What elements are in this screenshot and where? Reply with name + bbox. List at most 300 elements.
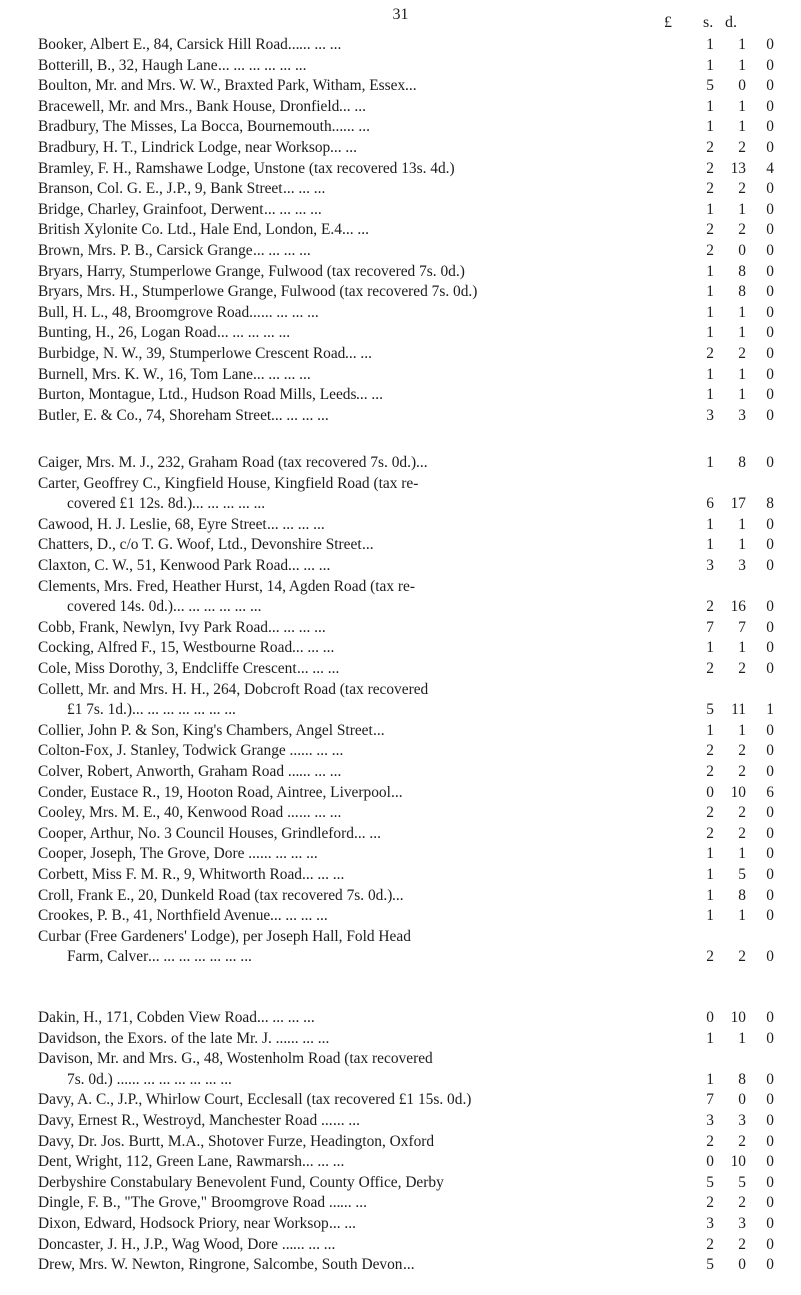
leader-dots: ... ...	[339, 97, 366, 115]
leader-dots: ... ... ... ...	[264, 200, 322, 218]
shillings-amount: 1	[738, 56, 746, 74]
subscriber-name: Colton-Fox, J. Stanley, Todwick Grange ...	[38, 742, 302, 760]
subscriber-name: Davison, Mr. and Mrs. G., 48, Wostenholm Road (tax recovered	[38, 1050, 433, 1068]
pounds-amount: 3	[706, 1112, 714, 1129]
leader-dots: ...	[391, 783, 403, 801]
leader-dots: ... ... ...	[292, 639, 335, 657]
list-item	[38, 56, 798, 76]
pence-amount: 0	[766, 454, 774, 471]
list-item	[38, 638, 798, 658]
leader-dots: ... ... ...	[297, 660, 340, 677]
list-item	[38, 303, 798, 323]
list-item	[38, 1173, 798, 1193]
subscriber-name: Burnell, Mrs. K. W., 16, Tom Lane	[38, 365, 253, 383]
pence-amount: 6	[766, 783, 774, 801]
subscriber-name: Davy, Dr. Jos. Burtt, M.A., Shotover Furze, Headington, Oxford	[38, 1132, 435, 1150]
shillings-amount: 8	[738, 1070, 746, 1088]
subscriber-name-continued: £1 7s. 1d.)	[67, 701, 132, 719]
shillings-amount: 2	[738, 660, 746, 677]
list-item	[38, 138, 798, 158]
shillings-amount: 7	[738, 618, 746, 636]
pence-amount: 0	[766, 139, 774, 156]
list-item	[38, 117, 798, 137]
list-item	[38, 886, 798, 906]
list-item	[38, 803, 798, 823]
leader-dots: ...	[373, 721, 385, 739]
pounds-amount: 1	[706, 1070, 714, 1088]
leader-dots: ... ... ...	[283, 180, 326, 198]
leader-dots: ... ... ... ...	[253, 242, 311, 259]
list-item	[38, 865, 798, 885]
list-item	[38, 535, 798, 555]
subscriber-name: Bramley, F. H., Ramshawe Lodge, Unstone (tax recovered 13s. 4d.)	[38, 159, 455, 177]
shillings-amount: 1	[738, 97, 746, 115]
list-item	[38, 1152, 798, 1172]
subscriber-name: Bunting, H., 26, Logan Road	[38, 324, 217, 342]
subscriber-name: Conder, Eustace R., 19, Hooton Road, Aintree, Liverpool	[38, 783, 391, 801]
list-item	[38, 659, 798, 679]
shillings-amount: 2	[738, 221, 746, 239]
subscriber-name: Cooper, Arthur, No. 3 Council Houses, Grindleford	[38, 824, 354, 842]
shillings-amount: 16	[730, 598, 746, 616]
pence-amount: 0	[766, 77, 774, 95]
shillings-amount: 8	[738, 886, 746, 904]
shillings-amount: 3	[738, 1215, 746, 1232]
pence-amount: 0	[766, 515, 774, 533]
list-item-continuation	[38, 947, 798, 967]
shillings-amount: 2	[738, 742, 746, 760]
list-item	[38, 515, 798, 535]
pence-amount: 0	[766, 721, 774, 739]
subscriber-name: Burbidge, N. W., 39, Stumperlowe Crescent Road	[38, 345, 346, 362]
leader-dots: ...	[362, 536, 374, 554]
pounds-amount: 5	[706, 1173, 714, 1191]
pence-amount: 0	[766, 557, 774, 574]
pence-amount: 0	[766, 365, 774, 383]
shillings-amount: 1	[738, 721, 746, 739]
leader-dots: ... ...	[329, 1215, 356, 1232]
shillings-amount: 5	[738, 1173, 746, 1191]
subscriber-name: Cooper, Joseph, The Grove, Dore ...	[38, 845, 260, 863]
shillings-amount: 1	[738, 303, 746, 321]
pounds-amount: 2	[706, 1235, 714, 1253]
pounds-amount: 1	[706, 283, 714, 301]
leader-dots: ... ... ...	[288, 557, 331, 574]
pence-amount: 0	[766, 1215, 774, 1232]
pounds-amount: 1	[706, 639, 714, 657]
shillings-amount: 3	[738, 557, 746, 574]
pence-amount: 0	[766, 180, 774, 198]
shillings-amount: 3	[738, 406, 746, 424]
leader-dots: ...	[392, 886, 404, 904]
subscriber-name: Derbyshire Constabulary Benevolent Fund, County Office, Derby	[38, 1173, 444, 1191]
shillings-amount: 10	[730, 783, 746, 801]
pounds-amount: 2	[706, 180, 714, 198]
pence-amount: 0	[766, 1153, 774, 1171]
pounds-amount: 0	[706, 1153, 714, 1171]
subscriber-name: Dent, Wright, 112, Green Lane, Rawmarsh	[38, 1153, 302, 1171]
leader-dots: ... ... ...	[293, 1235, 336, 1253]
pounds-amount: 7	[706, 618, 714, 636]
pounds-amount: 2	[706, 345, 714, 362]
shillings-amount: 2	[738, 804, 746, 822]
shillings-amount: 1	[738, 324, 746, 342]
pounds-amount: 2	[706, 598, 714, 616]
pounds-amount: 2	[706, 139, 714, 156]
list-item	[38, 385, 798, 405]
list-item-continuation	[38, 700, 798, 720]
list-item	[38, 200, 798, 220]
pounds-amount: 1	[706, 56, 714, 74]
list-item	[38, 406, 798, 426]
pounds-amount: 1	[706, 386, 714, 404]
shillings-amount: 1	[738, 515, 746, 533]
subscriber-name: Booker, Albert E., 84, Carsick Hill Road...	[38, 36, 300, 53]
pounds-amount: 2	[706, 1132, 714, 1150]
shillings-amount: 8	[738, 283, 746, 301]
subscriber-name: Butler, E. & Co., 74, Shoreham Street	[38, 406, 272, 424]
pounds-column-header: £	[664, 14, 672, 31]
shillings-amount: 2	[738, 1235, 746, 1253]
subscriber-name: Bracewell, Mr. and Mrs., Bank House, Dronfield	[38, 97, 340, 115]
list-item	[38, 824, 798, 844]
leader-dots: ... ...	[345, 345, 372, 362]
shillings-amount: 2	[738, 139, 746, 156]
list-item	[38, 1008, 798, 1028]
leader-dots: ... ... ... ... ... ...	[218, 56, 307, 74]
pounds-amount: 2	[706, 159, 714, 177]
pence-amount: 0	[766, 36, 774, 53]
list-item	[38, 453, 798, 473]
subscriber-name: Bryars, Harry, Stumperlowe Grange, Fulwood (tax recovered 7s. 0d.)	[38, 262, 465, 280]
leader-dots: ... ... ...	[301, 742, 344, 760]
subscriber-name: Bradbury, H. T., Lindrick Lodge, near Worksop	[38, 139, 331, 156]
pence-amount: 0	[766, 618, 774, 636]
leader-dots: ... ... ... ...	[261, 303, 319, 321]
subscriber-name: Drew, Mrs. W. Newton, Ringrone, Salcombe, South Devon	[38, 1256, 403, 1274]
pounds-amount: 1	[706, 365, 714, 383]
leader-dots: ... ... ... ... ... ... ...	[128, 1070, 232, 1088]
shillings-amount: 1	[738, 386, 746, 404]
shillings-amount: 2	[738, 948, 746, 966]
leader-dots: ... ... ... ...	[270, 907, 328, 925]
shillings-amount: 2	[738, 1194, 746, 1212]
shillings-amount: 8	[738, 454, 746, 471]
pounds-amount: 1	[706, 303, 714, 321]
subscriber-name: Dakin, H., 171, Cobden View Road	[38, 1009, 257, 1026]
shillings-amount: 2	[738, 1132, 746, 1150]
pounds-amount: 1	[706, 721, 714, 739]
shillings-amount: 1	[738, 118, 746, 136]
pounds-amount: 1	[706, 907, 714, 925]
shillings-amount: 10	[730, 1153, 746, 1171]
pounds-amount: 1	[706, 454, 714, 471]
pence-amount: 0	[766, 948, 774, 966]
pence-amount: 0	[766, 1173, 774, 1191]
subscriber-name: Carter, Geoffrey C., Kingfield House, Kingfield Road (tax re-	[38, 474, 419, 492]
shillings-amount: 8	[738, 262, 746, 280]
pence-amount: 1	[766, 701, 774, 719]
pence-amount: 0	[766, 536, 774, 554]
subscriber-name-continued: 7s. 0d.) ...	[67, 1070, 129, 1088]
pence-amount: 0	[766, 886, 774, 904]
subscriber-name: Cocking, Alfred F., 15, Westbourne Road	[38, 639, 293, 657]
list-item	[38, 680, 798, 700]
leader-dots: ... ... ... ...	[268, 618, 326, 636]
pounds-amount: 5	[706, 701, 714, 719]
list-item	[38, 344, 798, 364]
leader-dots: ... ...	[340, 1194, 367, 1212]
pence-amount: 0	[766, 1112, 774, 1129]
subscriber-name: Bull, H. L., 48, Broomgrove Road...	[38, 303, 261, 321]
leader-dots: ... ... ... ... ... ...	[173, 598, 262, 616]
pence-amount: 0	[766, 1009, 774, 1026]
list-item	[38, 220, 798, 240]
leader-dots: ... ...	[333, 1112, 360, 1129]
subscriber-name-continued: covered 14s. 0d.)	[67, 598, 173, 616]
list-item	[38, 35, 798, 55]
subscriber-name: British Xylonite Co. Ltd., Hale End, London, E.4	[38, 221, 342, 239]
shillings-amount: 1	[738, 845, 746, 863]
list-item	[38, 365, 798, 385]
pence-amount: 8	[766, 495, 774, 513]
pounds-amount: 2	[706, 948, 714, 966]
pence-column-header: d.	[725, 14, 737, 31]
pence-amount: 0	[766, 118, 774, 136]
subscriber-name: Croll, Frank E., 20, Dunkeld Road (tax recovered 7s. 0d.)	[38, 886, 393, 904]
leader-dots: ... ... ...	[299, 804, 342, 822]
pounds-amount: 5	[706, 77, 714, 95]
shillings-amount: 17	[730, 495, 746, 513]
pence-amount: 0	[766, 386, 774, 404]
pence-amount: 0	[766, 804, 774, 822]
pence-amount: 0	[766, 242, 774, 259]
subscriber-name: Doncaster, J. H., J.P., Wag Wood, Dore ...	[38, 1235, 294, 1253]
subscriber-name: Cawood, H. J. Leslie, 68, Eyre Street	[38, 515, 267, 533]
list-item	[38, 906, 798, 926]
pounds-amount: 2	[706, 763, 714, 780]
pence-amount: 0	[766, 866, 774, 883]
list-item	[38, 179, 798, 199]
subscriber-name: Cole, Miss Dorothy, 3, Endcliffe Crescent	[38, 660, 297, 677]
list-item	[38, 556, 798, 576]
pence-amount: 0	[766, 221, 774, 239]
pounds-amount: 3	[706, 557, 714, 574]
pence-amount: 0	[766, 406, 774, 424]
subscriber-name: Dixon, Edward, Hodsock Priory, near Worksop	[38, 1215, 329, 1232]
shillings-amount: 2	[738, 345, 746, 362]
pounds-amount: 2	[706, 824, 714, 842]
subscriber-name-continued: Farm, Calver	[67, 948, 149, 966]
page-number: 31	[392, 6, 409, 23]
subscriber-name: Claxton, C. W., 51, Kenwood Park Road	[38, 557, 289, 574]
pence-amount: 0	[766, 660, 774, 677]
pounds-amount: 1	[706, 536, 714, 554]
shillings-amount: 10	[730, 1009, 746, 1026]
pounds-amount: 3	[706, 406, 714, 424]
pounds-amount: 2	[706, 804, 714, 822]
shillings-amount: 0	[738, 77, 746, 95]
pounds-amount: 1	[706, 515, 714, 533]
leader-dots: ... ... ...	[302, 1153, 345, 1171]
pence-amount: 0	[766, 907, 774, 925]
list-item	[38, 1049, 798, 1069]
pounds-amount: 2	[706, 221, 714, 239]
pounds-amount: 1	[706, 886, 714, 904]
list-item	[38, 783, 798, 803]
shillings-column-header: s.	[703, 14, 714, 31]
shillings-amount: 2	[738, 763, 746, 780]
pence-amount: 0	[766, 200, 774, 218]
leader-dots: ... ...	[354, 824, 381, 842]
list-item	[38, 1132, 798, 1152]
leader-dots: ... ... ... ...	[260, 845, 318, 863]
list-item	[38, 76, 798, 96]
leader-dots: ... ... ... ...	[267, 515, 325, 533]
list-item	[38, 282, 798, 302]
pounds-amount: 3	[706, 1215, 714, 1232]
leader-dots: ... ... ... ...	[253, 365, 311, 383]
pounds-amount: 2	[706, 1194, 714, 1212]
leader-dots: ... ... ...	[299, 763, 342, 780]
subscriber-name: Colver, Robert, Anworth, Graham Road ...	[38, 763, 300, 780]
list-item-continuation	[38, 597, 798, 617]
shillings-amount: 1	[738, 200, 746, 218]
subscriber-name: Dingle, F. B., "The Grove," Broomgrove Road ...	[38, 1194, 341, 1212]
pence-amount: 0	[766, 639, 774, 657]
pence-amount: 0	[766, 1194, 774, 1212]
list-item	[38, 618, 798, 638]
shillings-amount: 13	[730, 159, 746, 177]
subscriber-name: Collett, Mr. and Mrs. H. H., 264, Dobcroft Road (tax recovered	[38, 680, 429, 698]
subscriber-name: Bridge, Charley, Grainfoot, Derwent	[38, 200, 264, 218]
leader-dots: ... ... ... ...	[271, 406, 329, 424]
list-item	[38, 721, 798, 741]
list-item	[38, 1029, 798, 1049]
list-item	[38, 1255, 798, 1275]
pounds-amount: 1	[706, 97, 714, 115]
leader-dots: ... ...	[342, 221, 369, 239]
pence-amount: 0	[766, 1132, 774, 1150]
list-item	[38, 323, 798, 343]
list-item	[38, 1214, 798, 1234]
leader-dots: ...	[403, 1256, 415, 1274]
pence-amount: 0	[766, 1235, 774, 1253]
leader-dots: ... ... ... ... ...	[217, 324, 291, 342]
pounds-amount: 1	[706, 36, 714, 53]
subscriber-name: Crookes, P. B., 41, Northfield Avenue	[38, 907, 271, 925]
subscriber-name: Cobb, Frank, Newlyn, Ivy Park Road	[38, 618, 268, 636]
pounds-amount: 1	[706, 200, 714, 218]
pence-amount: 0	[766, 283, 774, 301]
leader-dots: ... ...	[356, 386, 383, 404]
pence-amount: 0	[766, 763, 774, 780]
shillings-amount: 1	[738, 1029, 746, 1047]
pounds-amount: 2	[706, 242, 714, 259]
pounds-amount: 1	[706, 324, 714, 342]
leader-dots: ... ... ... ... ...	[192, 495, 266, 513]
list-item	[38, 262, 798, 282]
pounds-amount: 1	[706, 1029, 714, 1047]
subscriber-name: Cooley, Mrs. M. E., 40, Kenwood Road ...	[38, 804, 299, 822]
pounds-amount: 7	[706, 1091, 714, 1109]
shillings-amount: 1	[738, 36, 746, 53]
pence-amount: 0	[766, 262, 774, 280]
list-item	[38, 1193, 798, 1213]
pounds-amount: 0	[706, 783, 714, 801]
shillings-amount: 0	[738, 1091, 746, 1109]
subscriber-name: Brown, Mrs. P. B., Carsick Grange	[38, 242, 253, 259]
subscriber-name: Davy, A. C., J.P., Whirlow Court, Ecclesall (tax recovered £1 15s. 0d.)	[38, 1091, 472, 1109]
list-item	[38, 927, 798, 947]
subscriber-name: Bradbury, The Misses, La Bocca, Bournemouth...	[38, 118, 344, 136]
pounds-amount: 1	[706, 262, 714, 280]
shillings-amount: 2	[738, 824, 746, 842]
shillings-amount: 1	[738, 536, 746, 554]
leader-dots: ... ...	[330, 139, 357, 156]
pence-amount: 0	[766, 824, 774, 842]
subscriber-name: Branson, Col. G. E., J.P., 9, Bank Street	[38, 180, 283, 198]
subscriber-name: Bryars, Mrs. H., Stumperlowe Grange, Fulwood (tax recovered 7s. 0d.)	[38, 283, 478, 301]
subscriber-name-continued: covered £1 12s. 8d.)	[67, 495, 193, 513]
shillings-amount: 3	[738, 1112, 746, 1129]
pence-amount: 0	[766, 1091, 774, 1109]
list-item	[38, 241, 798, 261]
pounds-amount: 1	[706, 845, 714, 863]
leader-dots: ... ... ... ... ... ... ...	[148, 948, 252, 966]
subscriber-name: Corbett, Miss F. M. R., 9, Whitworth Road	[38, 866, 302, 883]
leader-dots: ... ... ... ... ... ... ...	[132, 701, 236, 719]
pence-amount: 0	[766, 56, 774, 74]
list-item	[38, 1235, 798, 1255]
subscriber-name: Clements, Mrs. Fred, Heather Hurst, 14, Agden Road (tax re-	[38, 577, 415, 595]
leader-dots: ... ... ... ...	[257, 1009, 315, 1026]
subscriber-name: Curbar (Free Gardeners' Lodge), per Joseph Hall, Fold Head	[38, 927, 411, 945]
leader-dots: ... ... ...	[299, 36, 342, 53]
shillings-amount: 1	[738, 907, 746, 925]
shillings-amount: 1	[738, 365, 746, 383]
shillings-amount: 0	[738, 1256, 746, 1274]
list-item-continuation	[38, 494, 798, 514]
pence-amount: 0	[766, 1070, 774, 1088]
pounds-amount: 5	[706, 1256, 714, 1274]
list-item-continuation	[38, 1070, 798, 1090]
leader-dots: ...	[405, 77, 417, 95]
pence-amount: 0	[766, 598, 774, 616]
list-item	[38, 1111, 798, 1131]
shillings-amount: 1	[738, 639, 746, 657]
pounds-amount: 1	[706, 866, 714, 883]
pence-amount: 4	[766, 159, 774, 177]
pence-amount: 0	[766, 742, 774, 760]
list-item	[38, 159, 798, 179]
pounds-amount: 2	[706, 742, 714, 760]
list-item	[38, 577, 798, 597]
subscriber-name: Botterill, B., 32, Haugh Lane	[38, 56, 218, 74]
leader-dots: ...	[416, 454, 428, 471]
list-item	[38, 474, 798, 494]
pence-amount: 0	[766, 1029, 774, 1047]
pounds-amount: 2	[706, 660, 714, 677]
subscriber-name: Davidson, the Exors. of the late Mr. J. ...	[38, 1029, 288, 1047]
list-item	[38, 741, 798, 761]
pence-amount: 0	[766, 345, 774, 362]
shillings-amount: 0	[738, 242, 746, 259]
subscriber-name: Boulton, Mr. and Mrs. W. W., Braxted Park, Witham, Essex	[38, 77, 406, 95]
shillings-amount: 5	[738, 866, 746, 883]
list-item	[38, 1090, 798, 1110]
shillings-amount: 2	[738, 180, 746, 198]
